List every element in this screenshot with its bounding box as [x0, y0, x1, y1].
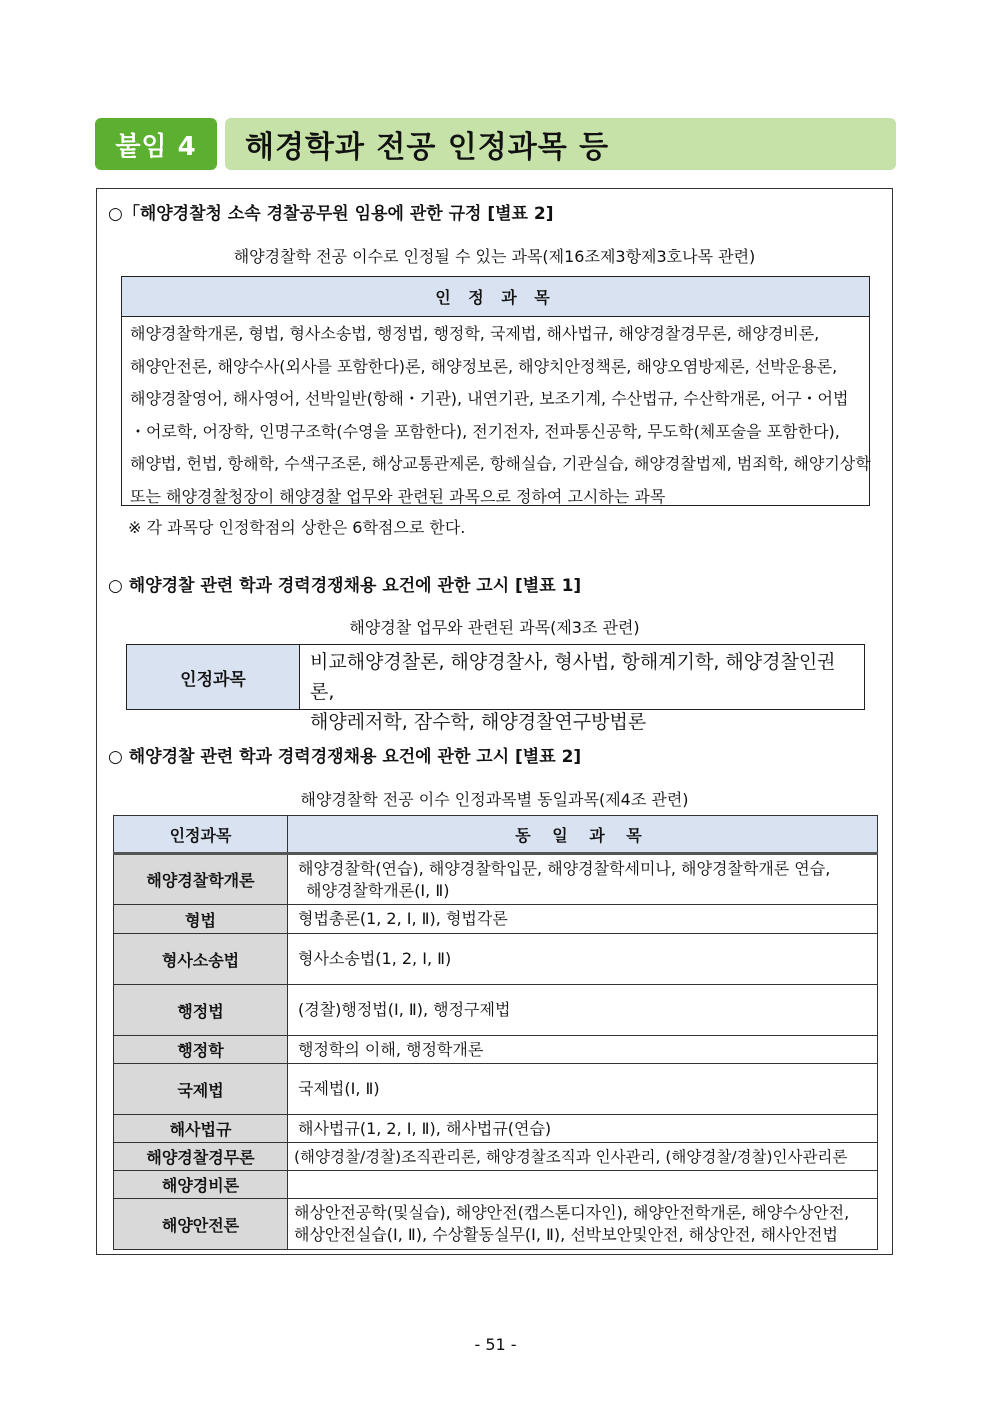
equivalent-cell: 형법총론(1, 2, Ⅰ, Ⅱ), 형법각론	[288, 905, 878, 934]
table-body	[122, 317, 869, 513]
page-header	[95, 118, 896, 170]
equivalent-cell: 해상안전공학(및실습), 해양안전(캡스톤디자인), 해양안전학개론, 해양수상안전, 해상안전실습(Ⅰ, Ⅱ), 수상활동실무(Ⅰ, Ⅱ), 선박보안및안전, 해상안전, 해사안전법	[288, 1199, 878, 1250]
subject-cell: 해사법규	[114, 1115, 288, 1143]
subject-cell: 행정학	[114, 1036, 288, 1064]
table-row	[114, 1143, 878, 1171]
subject-cell: 국제법	[114, 1064, 288, 1115]
table-header: 인 정 과 목	[122, 277, 869, 317]
attachment-tag: 붙임 4	[95, 118, 217, 170]
equivalent-cell: 행정학의 이해, 행정학개론	[288, 1036, 878, 1064]
page-number: - 51 -	[474, 1335, 517, 1354]
table-row	[114, 1064, 878, 1115]
table-value	[300, 645, 864, 733]
table-row	[114, 1036, 878, 1064]
section2-caption: 해양경찰 업무와 관련된 과목(제3조 관련)	[349, 618, 640, 637]
equivalent-cell: 형사소송법(1, 2, Ⅰ, Ⅱ)	[288, 934, 878, 985]
subject-cell: 해양경비론	[114, 1171, 288, 1199]
section1-heading: ○「해양경찰청 소속 경찰공무원 임용에 관한 규정 [별표 2]	[108, 204, 554, 224]
section3-caption: 해양경찰학 전공 이수 인정과목별 동일과목(제4조 관련)	[300, 790, 689, 809]
section1-caption: 해양경찰학 전공 이수로 인정될 수 있는 과목(제16조제3항제3호나목 관련)	[233, 247, 756, 266]
recognized-subjects-table	[121, 276, 870, 506]
table-line: ・어로학, 어장학, 인명구조학(수영을 포함한다), 전기전자, 전파통신공학, 무도학(체포술을 포함한다),	[130, 421, 840, 441]
subject-cell: 해양경찰학개론	[114, 854, 288, 905]
page-title: 해경학과 전공 인정과목 등	[225, 118, 896, 170]
subject-cell: 해양안전론	[114, 1199, 288, 1250]
table-label: 인정과목	[127, 645, 300, 709]
column-header: 동 일 과 목	[288, 816, 878, 854]
table-line: 해양경찰학개론, 형법, 형사소송법, 행정법, 행정학, 국제법, 해사법규, 해양경찰경무론, 해양경비론,	[130, 324, 820, 343]
table-row	[114, 1171, 878, 1199]
table-row	[114, 985, 878, 1036]
equivalent-cell: 국제법(Ⅰ, Ⅱ)	[288, 1064, 878, 1115]
table-row	[114, 854, 878, 905]
table-line: 또는 해양경찰청장이 해양경찰 업무와 관련된 과목으로 정하여 고시하는 과목	[130, 486, 666, 506]
related-subjects-table	[126, 644, 865, 733]
equivalent-cell: (해양경찰/경찰)조직관리론, 해양경찰조직과 인사관리, (해양경찰/경찰)인사관리론	[288, 1143, 878, 1171]
credit-note: ※ 각 과목당 인정학점의 상한은 6학점으로 한다.	[128, 518, 466, 537]
subject-cell: 행정법	[114, 985, 288, 1036]
subject-cell: 해양경찰경무론	[114, 1143, 288, 1171]
equivalent-cell: (경찰)행정법(Ⅰ, Ⅱ), 행정구제법	[288, 985, 878, 1036]
table-row	[114, 934, 878, 985]
subject-cell: 형법	[114, 905, 288, 934]
equivalent-cell	[288, 1171, 878, 1199]
table-row	[114, 1115, 878, 1143]
section3-heading: ○ 해양경찰 관련 학과 경력경쟁채용 요건에 관한 고시 [별표 2]	[108, 747, 582, 767]
table-row	[114, 905, 878, 934]
table-line: 해양법, 헌법, 항해학, 수색구조론, 해상교통관제론, 항해실습, 기관실습, 해양경찰법제, 범죄학, 해양기상학	[130, 454, 871, 473]
section2-heading: ○ 해양경찰 관련 학과 경력경쟁채용 요건에 관한 고시 [별표 1]	[108, 576, 582, 596]
subject-cell: 형사소송법	[114, 934, 288, 985]
table-line: 해양경찰영어, 해사영어, 선박일반(항해・기관), 내연기관, 보조기계, 수산법규, 수산학개론, 어구・어법	[130, 389, 849, 408]
equivalent-cell: 해양경찰학(연습), 해양경찰학입문, 해양경찰학세미나, 해양경찰학개론 연습, 해양경찰학개론(Ⅰ, Ⅱ)	[288, 854, 878, 905]
table-line: 비교해양경찰론, 해양경찰사, 형사법, 항해계기학, 해양경찰인권론,	[310, 651, 836, 703]
equivalent-cell: 해사법규(1, 2, Ⅰ, Ⅱ), 해사법규(연습)	[288, 1115, 878, 1143]
equivalent-subjects-table	[113, 815, 878, 1250]
table-line: 해양레저학, 잠수학, 해양경찰연구방법론	[310, 711, 647, 733]
table-line: 해양안전론, 해양수사(외사를 포함한다)론, 해양정보론, 해양치안정책론, 해양오염방제론, 선박운용론,	[130, 356, 838, 376]
column-header: 인정과목	[114, 816, 288, 854]
table-row	[114, 1199, 878, 1250]
